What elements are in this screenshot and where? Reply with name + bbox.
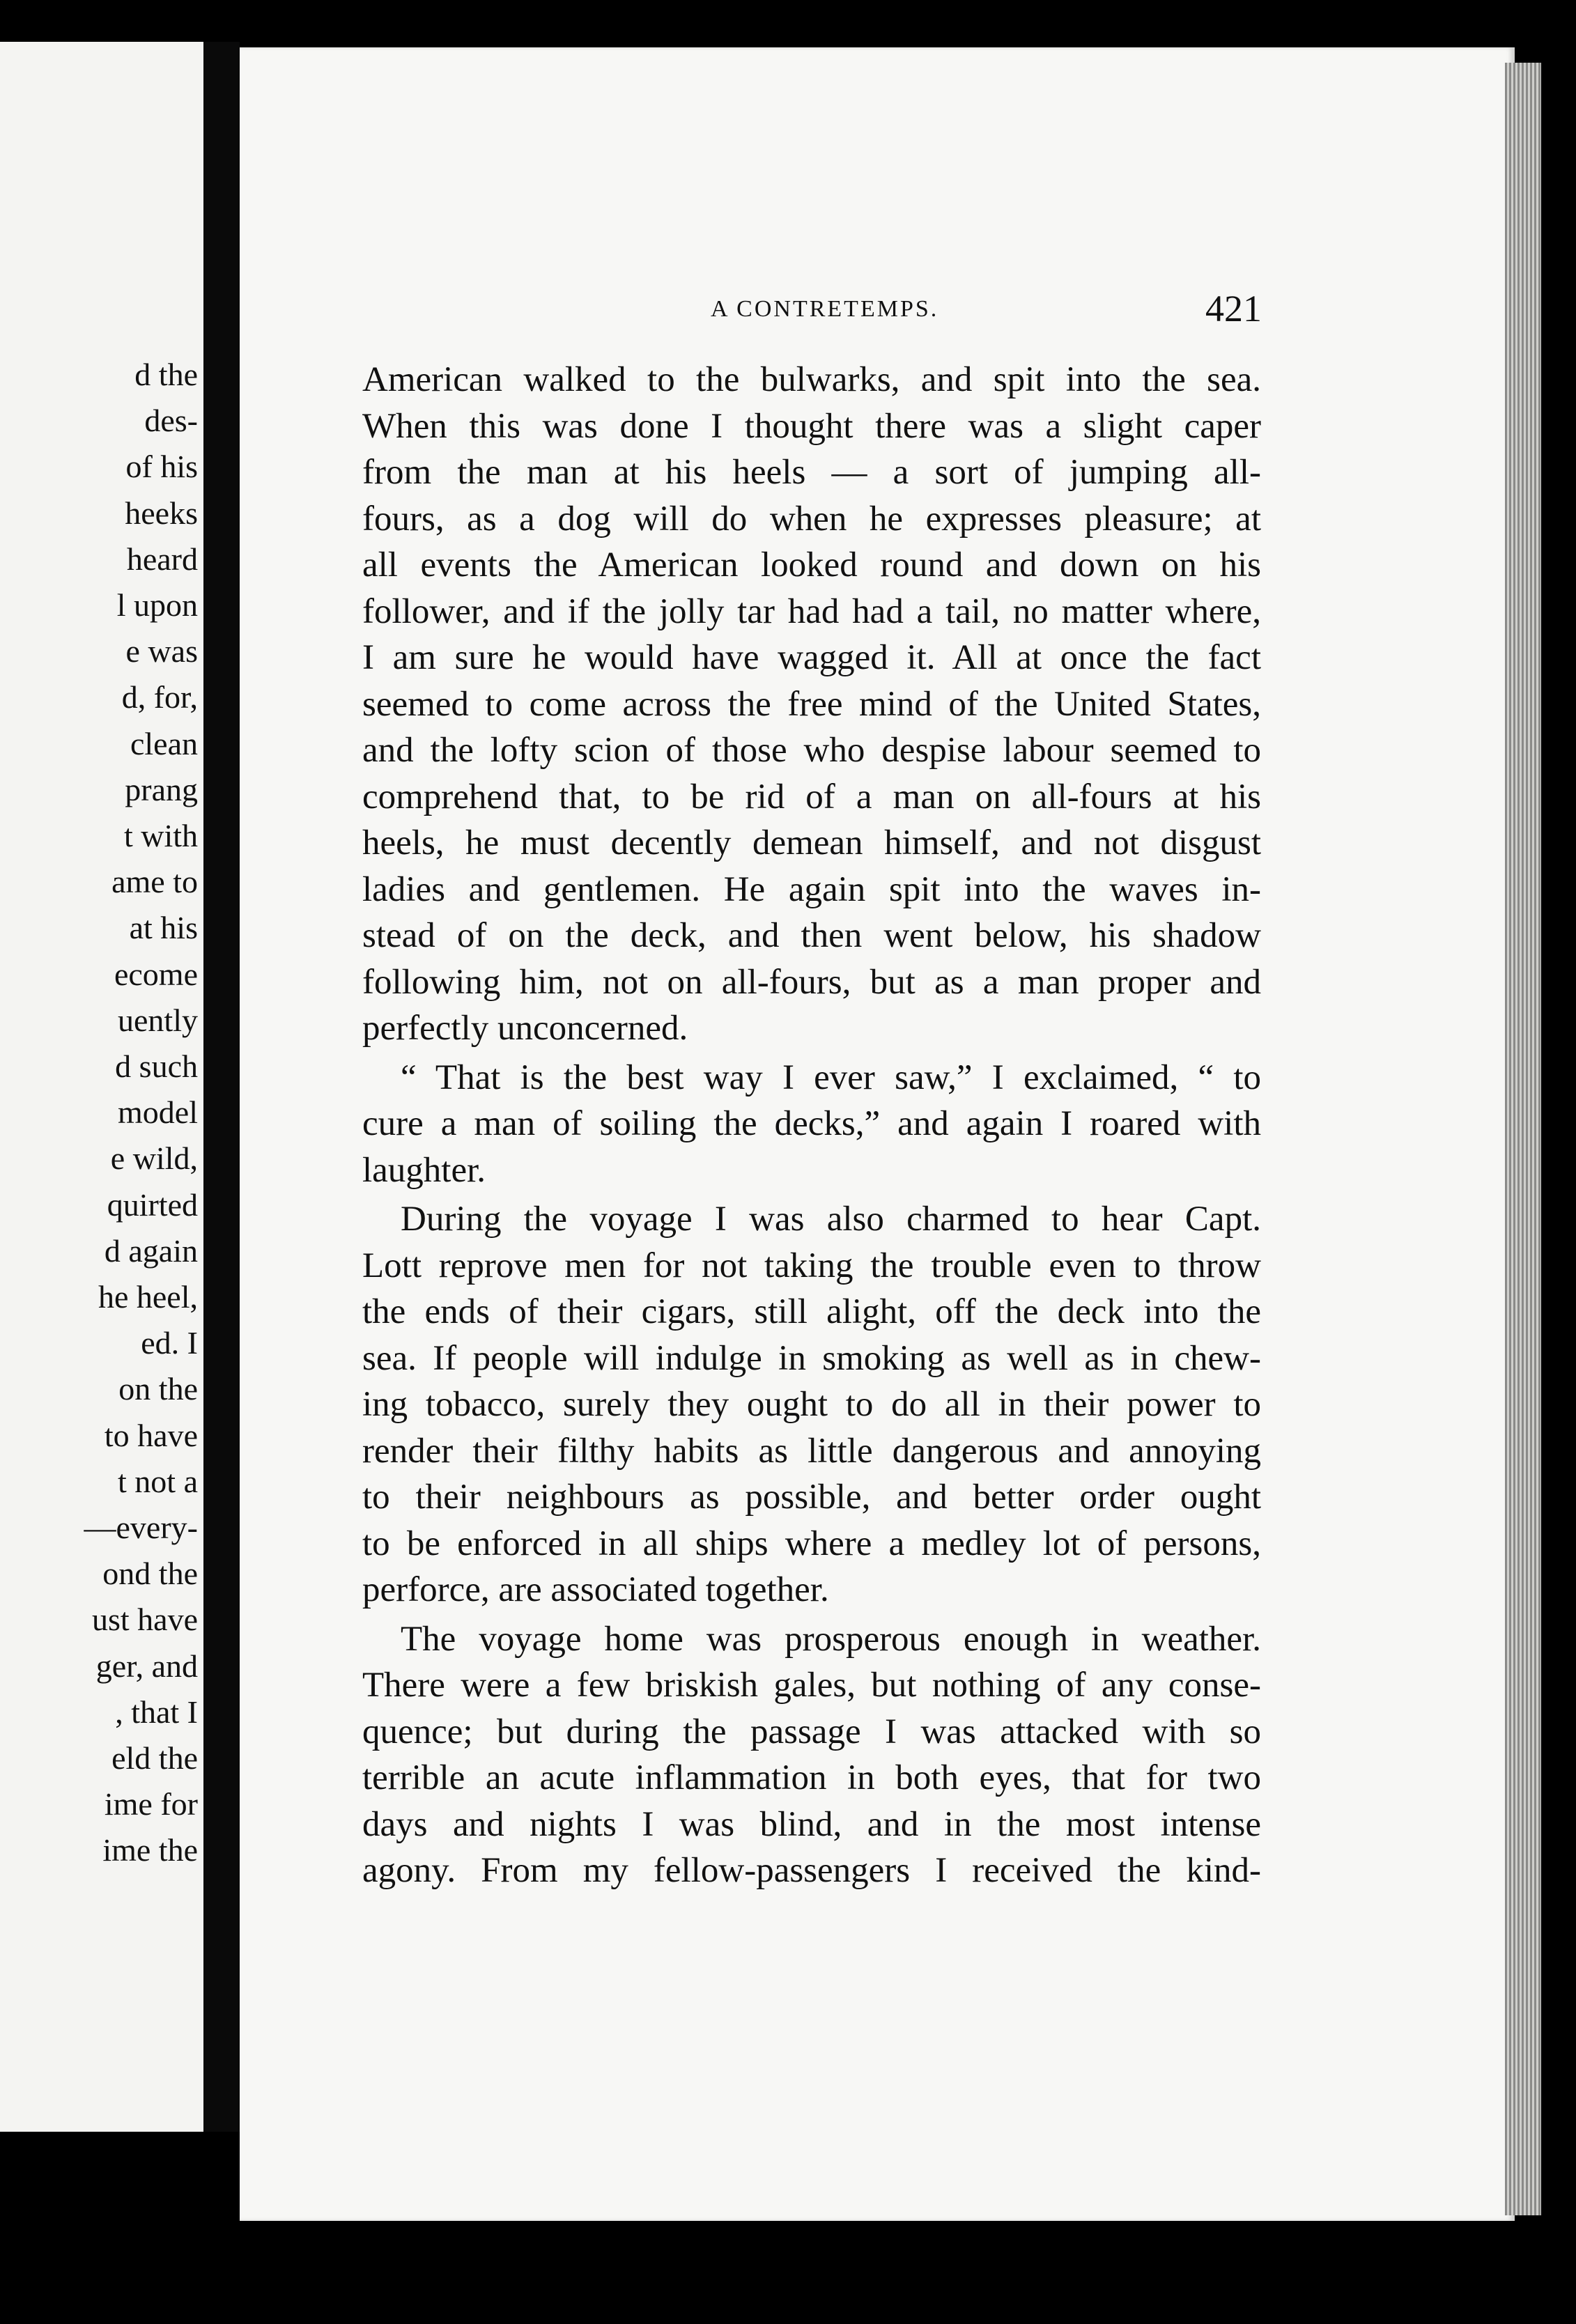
text-line: agony. From my fellow-passengers I received the kind- <box>362 1851 1261 1890</box>
facing-page-line: des- <box>144 403 198 439</box>
facing-page-line: ame to <box>111 864 198 900</box>
facing-page-line: d, for, <box>121 679 198 715</box>
text-line: and the lofty scion of those who despise labour seemed to <box>362 731 1261 770</box>
facing-page-line: ime the <box>102 1832 198 1868</box>
facing-page-line: uently <box>118 1002 198 1038</box>
facing-page-line: l upon <box>116 587 198 623</box>
facing-page-line: at his <box>129 910 198 946</box>
running-head: A CONTRETEMPS. <box>711 296 939 322</box>
text-line: During the voyage I was also charmed to hear Capt. <box>401 1200 1261 1239</box>
text-line: all events the American looked round and down on his <box>362 545 1261 584</box>
page-edges <box>1505 63 1541 2215</box>
paragraph <box>362 1196 1261 1613</box>
text-line: The voyage home was prosperous enough in weather. <box>401 1619 1261 1659</box>
facing-page-line: e was <box>125 633 198 669</box>
facing-page-line: ime for <box>104 1786 198 1822</box>
book-gutter <box>203 42 240 2132</box>
text-line: heels, he must decently demean himself, and not disgust <box>362 823 1261 862</box>
facing-page-line: ecome <box>114 956 198 992</box>
facing-page-line: clean <box>130 725 198 761</box>
text-line: laughter. <box>362 1150 486 1190</box>
facing-page-line: ust have <box>91 1602 198 1638</box>
text-line: seemed to come across the free mind of the United States, <box>362 684 1261 724</box>
facing-page-line: ed. I <box>141 1325 198 1361</box>
facing-page-line: t with <box>123 818 198 853</box>
text-line: ing tobacco, surely they ought to do all in their power to <box>362 1385 1261 1424</box>
facing-page-line: ger, and <box>95 1648 198 1684</box>
text-line: sea. If people will indulge in smoking as well as in chew- <box>362 1338 1261 1378</box>
text-line: ladies and gentlemen. He again spit into the waves in- <box>362 869 1261 909</box>
text-line: terrible an acute inflammation in both eyes, that for two <box>362 1758 1261 1797</box>
text-line: cure a man of soiling the decks,” and again I roared with <box>362 1104 1261 1143</box>
facing-page-line: on the <box>118 1371 198 1407</box>
text-line: perforce, are associated together. <box>362 1570 829 1609</box>
text-line: I am sure he would have wagged it. All at once the fact <box>362 638 1261 677</box>
text-line: quence; but during the passage I was attacked with so <box>362 1712 1261 1751</box>
text-line: “ That is the best way I ever saw,” I exclaimed, “ to <box>401 1058 1261 1097</box>
text-line: days and nights I was blind, and in the most intense <box>362 1804 1261 1844</box>
text-line: render their filthy habits as little dangerous and annoying <box>362 1431 1261 1471</box>
facing-page-line: heard <box>126 541 198 577</box>
facing-page-line: heeks <box>125 495 198 531</box>
text-line: American walked to the bulwarks, and spit into the sea. <box>362 360 1261 399</box>
text-line: from the man at his heels — a sort of jumping all- <box>362 453 1261 492</box>
text-line: fours, as a dog will do when he expresses pleasure; at <box>362 499 1261 539</box>
facing-page-line: e wild, <box>110 1140 198 1177</box>
text-line: to be enforced in all ships where a medley lot of persons, <box>362 1524 1261 1563</box>
facing-page-line: of his <box>125 449 198 485</box>
text-line: follower, and if the jolly tar had had a tail, no matter where, <box>362 591 1261 631</box>
text-line: comprehend that, to be rid of a man on all-fours at his <box>362 777 1261 816</box>
facing-page-line: d such <box>115 1048 198 1084</box>
facing-page-line: to have <box>104 1417 198 1453</box>
text-line: the ends of their cigars, still alight, off the deck into the <box>362 1292 1261 1331</box>
facing-page-line: d the <box>134 357 198 392</box>
facing-page-line: he heel, <box>98 1279 198 1315</box>
paragraph <box>362 357 1261 1052</box>
body-text <box>362 357 1261 1894</box>
text-line: When this was done I thought there was a slight caper <box>362 406 1261 446</box>
facing-page-line: ond the <box>102 1556 198 1592</box>
text-line: Lott reprove men for not taking the trouble even to throw <box>362 1246 1261 1285</box>
paragraph <box>362 1055 1261 1194</box>
facing-page-line: , that I <box>115 1694 198 1730</box>
facing-page-fragment <box>0 42 203 2132</box>
text-line: perfectly unconcerned. <box>362 1009 688 1048</box>
facing-page-line: d again <box>104 1232 198 1269</box>
paragraph <box>362 1616 1261 1894</box>
page-number: 421 <box>1205 288 1262 330</box>
facing-page-line: eld the <box>111 1740 198 1776</box>
facing-page-line: —every- <box>84 1510 198 1545</box>
text-line: There were a few briskish gales, but nothing of any conse- <box>362 1666 1261 1705</box>
facing-page-line: prang <box>125 771 198 807</box>
text-line: following him, not on all-fours, but as a man proper and <box>362 962 1261 1002</box>
facing-page-line: quirted <box>107 1186 198 1223</box>
text-line: to their neighbours as possible, and better order ought <box>362 1478 1261 1517</box>
facing-page-line: model <box>118 1094 198 1131</box>
text-line: stead of on the deck, and then went below, his shadow <box>362 916 1261 955</box>
facing-page-line: t not a <box>118 1463 198 1499</box>
